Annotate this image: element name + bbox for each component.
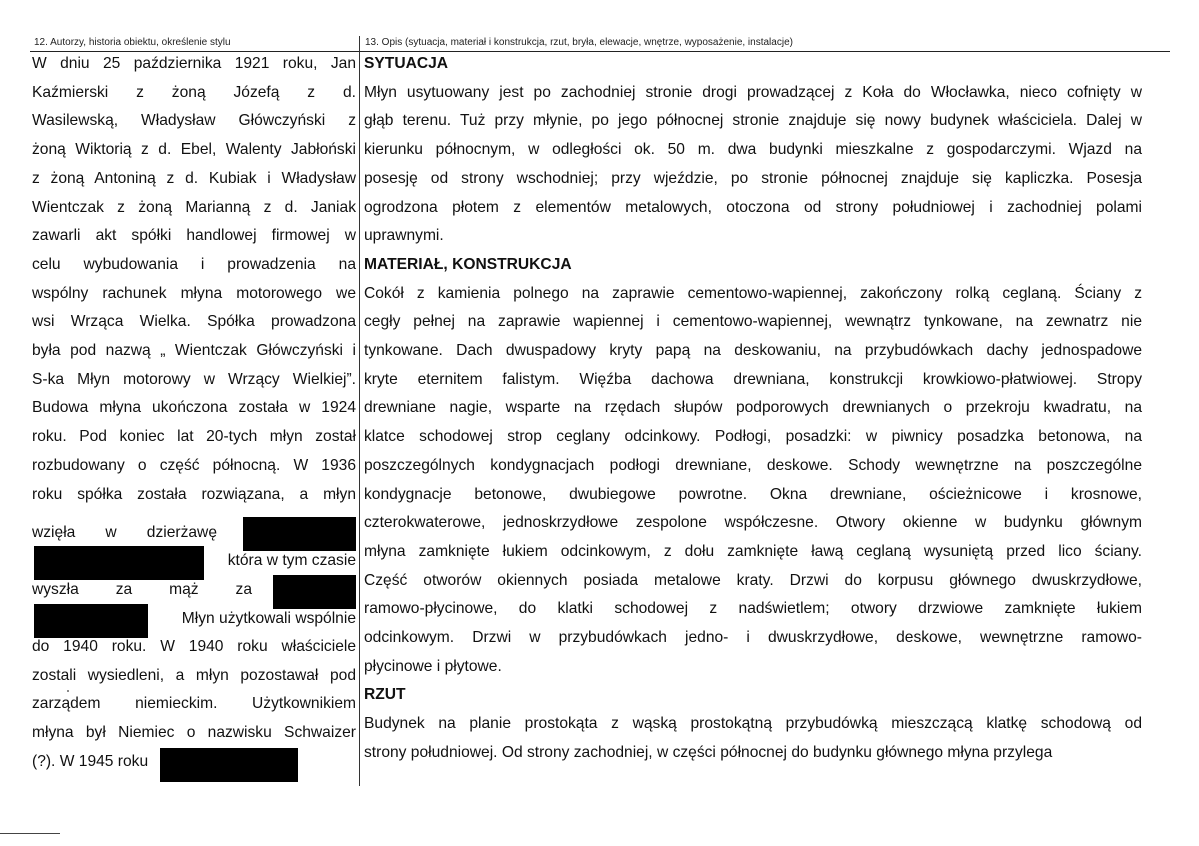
text-line: wzięła w dzierżawę: [32, 524, 217, 541]
section-heading: MATERIAŁ, KONSTRUKCJA: [364, 255, 572, 273]
text-line: zawarli akt spółki handlowej firmowej w: [32, 227, 356, 245]
text-line: z żoną Antoniną z d. Kubiak i Władysław: [32, 169, 356, 187]
text-line: strony południowej. Od strony zachodniej, w części północnej do budynku głównego młyna przylega: [364, 743, 1053, 761]
text-line: (?). W 1945 roku: [32, 753, 149, 770]
header-rule: [30, 51, 1170, 52]
text-line: do 1940 roku. W 1940 roku właściciele: [32, 638, 356, 655]
text-line: W dniu 25 października 1921 roku, Jan: [32, 55, 356, 72]
text-line: roku. Pod koniec lat 20-tych młyn został: [32, 428, 356, 446]
text-line: młyna był Niemiec o nazwisku Schwaizer: [32, 724, 356, 741]
text-line: tynkowane. Dach dwuspadowy kryty papą na deskowaniu, na przybudówkach dachy jednospadowe: [364, 342, 1142, 359]
page-edge-mark: [0, 833, 60, 834]
text-line: Budynek na planie prostokąta z wąską prostokątną przybudówką mieszczącą klatkę schodową od: [364, 715, 1142, 733]
text-line: celu wybudowania i prowadzenia na: [32, 255, 356, 273]
text-line: Budowa młyna ukończona została w 1924: [32, 399, 356, 417]
text-line: wsi Wrząca Wielka. Spółka prowadzona: [32, 313, 356, 331]
text-line: posesję od strony wschodniej; przy wjeździe, po stronie północnej znajduje się kapliczka. Posesja: [364, 169, 1142, 187]
text-line: zarządem niemieckim. Użytkownikiem: [32, 695, 356, 712]
text-line: rozbudowany o część północną. W 1936: [32, 456, 356, 474]
redaction-box: [160, 748, 298, 782]
section-13-header: 13. Opis (sytuacja, materiał i konstrukcja, rzut, bryła, elewacje, wnętrze, wyposażenie, instalacje): [365, 37, 793, 48]
text-line: Młyn użytkowali wspólnie: [181, 610, 356, 627]
section-12-header: 12. Autorzy, historia obiektu, określenie stylu: [34, 37, 231, 48]
text-line: drewniane nagie, wsparte na rzędach słupów podporowych drewnianych o przekroju kwadratu, na: [364, 399, 1142, 417]
text-line: ramowo-płycinowe, do klatki schodowej z nadświetlem; otwory drzwiowe zamknięte łukiem: [364, 600, 1142, 618]
redaction-box: [34, 604, 148, 638]
text-line: Kaźmierski z żoną Józefą z d.: [32, 83, 356, 101]
text-line: młyna zamknięte łukiem odcinkowym, z dołu zamknięte ławą ceglaną wysuniętą przed lico ściany.: [364, 542, 1142, 560]
text-line: Młyn usytuowany jest po zachodniej stronie drogi prowadzącej z Koła do Włocławka, nieco cofnięty w: [364, 83, 1142, 101]
text-line: Część otworów okiennych posiada metalowe kraty. Drzwi do korpusu głównego dwuskrzydłowe,: [364, 571, 1142, 589]
text-line: Wientczak z żoną Marianną z d. Janiak: [32, 198, 356, 216]
section-heading: RZUT: [364, 686, 406, 704]
section-heading: SYTUACJA: [364, 55, 449, 72]
text-line: żoną Wiktorią z d. Ebel, Walenty Jabłoński: [32, 141, 356, 159]
column-divider: [359, 36, 360, 786]
text-line: zostali wysiedleni, a młyn pozostawał pod: [32, 667, 356, 684]
text-line: głąb terenu. Tuż przy młynie, po jego północnej stronie znajduje się nowy budynek właściciela. Dalej w: [364, 112, 1142, 130]
text-line: roku spółka została rozwiązana, a młyn: [32, 485, 356, 503]
text-line: wspólny rachunek młyna motorowego we: [32, 284, 356, 302]
text-line: która w tym czasie: [227, 552, 356, 569]
redaction-box: [243, 517, 356, 551]
text-line: cegły pełnej na zaprawie wapiennej i cementowo-wapiennej, wewnątrz tynkowane, na zewnatrz nie: [364, 313, 1142, 331]
text-line: S-ka Młyn motorowy w Wrzący Wielkiej”.: [32, 370, 356, 388]
scan-speck: [67, 690, 69, 692]
text-line: wyszła za mąż za: [32, 581, 252, 598]
text-line: odcinkowym. Drzwi w przybudówkach jedno- i dwuskrzydłowe, deskowe, wewnętrzne ramowo-: [364, 629, 1142, 646]
text-line: kierunku północnym, w odległości ok. 50 m. dwa budynki mieszkalne z gospodarczymi. Wjazd na: [364, 141, 1142, 159]
text-line: uprawnymi.: [364, 227, 444, 245]
text-line: ogrodzona płotem z elementów metalowych, otoczona od strony południowej i zachodniej polami: [364, 198, 1142, 216]
text-line: kryte eternitem falistym. Więźba dachowa drewniana, konstrukcji krowkiowo-płatwiowej. Stropy: [364, 370, 1142, 388]
redaction-box: [273, 575, 356, 609]
redaction-box: [34, 546, 204, 580]
text-line: Wasilewską, Władysław Główczyński z: [32, 112, 356, 130]
text-line: czterokwaterowe, jednoskrzydłowe zespolone współczesne. Otwory okienne w budynku głównym: [364, 514, 1142, 532]
text-line: poszczególnych kondygnacjach podłogi drewniane, deskowe. Schody wewnętrzne na poszczególne: [364, 456, 1142, 474]
text-line: była pod nazwą „ Wientczak Główczyński i: [32, 342, 356, 359]
text-line: klatce schodowej strop ceglany odcinkowy. Podłogi, posadzki: w piwnicy posadzka betonowa, na: [364, 428, 1142, 446]
text-line: kondygnacje betonowe, dwubiegowe powrotne. Okna drewniane, ościeżnicowe i krosnowe,: [364, 485, 1142, 503]
text-line: Cokół z kamienia polnego na zaprawie cementowo-wapiennej, zakończony rolką ceglaną. Ściany z: [364, 284, 1142, 302]
text-line: płycinowe i płytowe.: [364, 657, 502, 675]
